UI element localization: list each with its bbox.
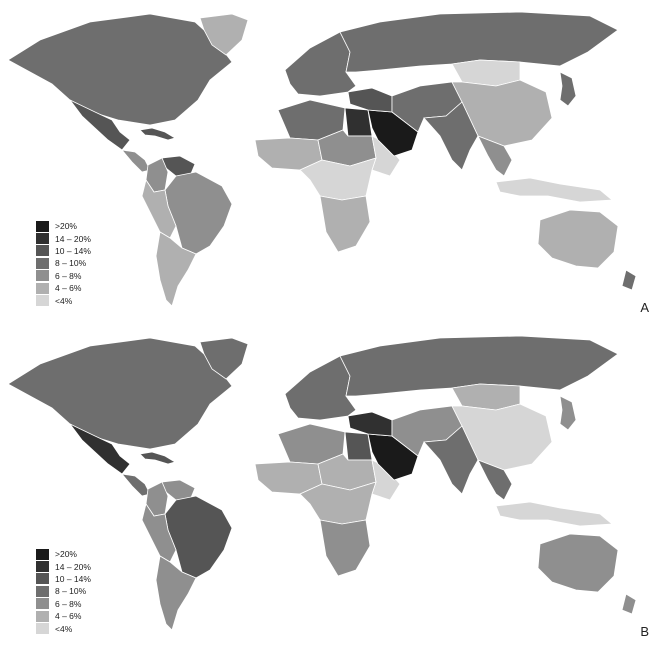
legend-item <box>36 270 91 282</box>
legend-swatch <box>36 270 49 281</box>
legend-swatch <box>36 586 49 597</box>
legend-swatch <box>36 233 49 244</box>
legend-label: 10 – 14% <box>55 245 91 256</box>
legend-swatch <box>36 245 49 256</box>
legend-swatch <box>36 258 49 269</box>
legend-label: 14 – 20% <box>55 233 91 244</box>
legend-swatch <box>36 549 49 560</box>
legend-item <box>36 282 91 294</box>
legend-item <box>36 585 91 597</box>
legend-item <box>36 610 91 622</box>
region-egypt <box>345 432 372 460</box>
legend-swatch <box>36 623 49 634</box>
world-map <box>0 324 659 648</box>
map-legend <box>36 548 91 635</box>
legend-item <box>36 232 91 244</box>
legend-item <box>36 220 91 232</box>
legend-label: 6 – 8% <box>55 270 82 281</box>
legend-swatch <box>36 573 49 584</box>
legend-swatch <box>36 295 49 306</box>
legend-swatch <box>36 283 49 294</box>
legend-item <box>36 548 91 560</box>
legend-label: 6 – 8% <box>55 598 82 609</box>
legend-item <box>36 245 91 257</box>
region-egypt <box>345 108 372 136</box>
map-panel-b <box>0 324 659 648</box>
legend-label: >20% <box>55 221 77 232</box>
panel-label: A <box>640 300 649 315</box>
legend-label: <4% <box>55 623 73 634</box>
legend-swatch <box>36 598 49 609</box>
legend-swatch <box>36 221 49 232</box>
legend-label: >20% <box>55 549 77 560</box>
legend-label: 8 – 10% <box>55 258 87 269</box>
legend-label: 10 – 14% <box>55 573 91 584</box>
legend-item <box>36 598 91 610</box>
legend-label: 4 – 6% <box>55 283 82 294</box>
legend-item <box>36 573 91 585</box>
legend-item <box>36 257 91 269</box>
legend-item <box>36 622 91 634</box>
legend-label: 4 – 6% <box>55 611 82 622</box>
legend-label: 14 – 20% <box>55 561 91 572</box>
legend-swatch <box>36 561 49 572</box>
legend-item <box>36 294 91 306</box>
legend-label: <4% <box>55 295 73 306</box>
panel-label: B <box>640 624 649 639</box>
legend-swatch <box>36 611 49 622</box>
legend-item <box>36 560 91 572</box>
map-legend <box>36 220 91 307</box>
legend-label: 8 – 10% <box>55 586 87 597</box>
